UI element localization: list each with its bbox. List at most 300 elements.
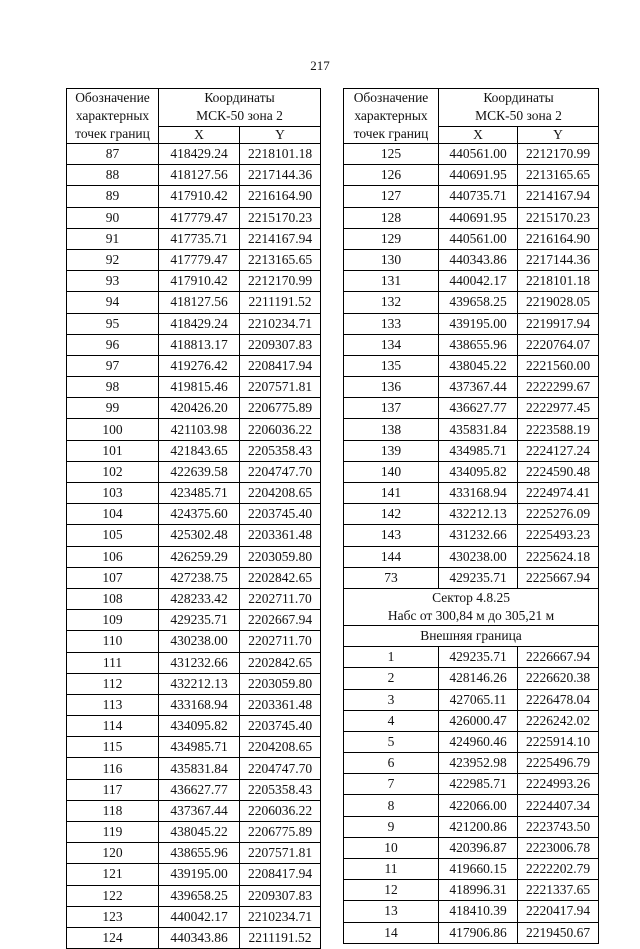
header-y: Y (240, 126, 321, 143)
y-coordinate-cell: 2222977.45 (518, 398, 599, 419)
x-coordinate-cell: 429235.71 (439, 647, 518, 668)
y-coordinate-cell: 2204208.65 (240, 483, 321, 504)
y-coordinate-cell: 2212170.99 (240, 271, 321, 292)
y-coordinate-cell: 2209307.83 (240, 885, 321, 906)
y-coordinate-cell: 2226478.04 (518, 689, 599, 710)
left-table-body (67, 144, 321, 949)
y-coordinate-cell: 2226620.38 (518, 668, 599, 689)
y-coordinate-cell: 2202711.70 (240, 588, 321, 609)
table-row (344, 334, 599, 355)
point-id-cell: 129 (344, 228, 439, 249)
point-id-cell: 12 (344, 880, 439, 901)
table-row (67, 355, 321, 376)
x-coordinate-cell: 418429.24 (159, 313, 240, 334)
x-coordinate-cell: 417910.42 (159, 271, 240, 292)
table-row (67, 779, 321, 800)
y-coordinate-cell: 2202667.94 (240, 610, 321, 631)
point-id-cell: 101 (67, 440, 159, 461)
table-row (67, 546, 321, 567)
y-coordinate-cell: 2214167.94 (240, 228, 321, 249)
table-row (344, 228, 599, 249)
header-coordinates-line-1-right: Координаты (483, 90, 554, 106)
table-row (344, 837, 599, 858)
table-row (67, 694, 321, 715)
point-id-cell: 135 (344, 355, 439, 376)
table-row (67, 271, 321, 292)
x-coordinate-cell: 427065.11 (439, 689, 518, 710)
table-row (344, 249, 599, 270)
point-id-cell: 3 (344, 689, 439, 710)
table-row (344, 504, 599, 525)
y-coordinate-cell: 2203361.48 (240, 525, 321, 546)
y-coordinate-cell: 2224974.41 (518, 483, 599, 504)
y-coordinate-cell: 2204747.70 (240, 461, 321, 482)
y-coordinate-cell: 2219450.67 (518, 922, 599, 943)
x-coordinate-cell: 440343.86 (439, 249, 518, 270)
right-table-body-top (344, 144, 599, 589)
x-coordinate-cell: 435831.84 (159, 758, 240, 779)
point-id-cell: 117 (67, 779, 159, 800)
y-coordinate-cell: 2203059.80 (240, 673, 321, 694)
table-row (344, 816, 599, 837)
y-coordinate-cell: 2225493.23 (518, 525, 599, 546)
point-id-cell: 14 (344, 922, 439, 943)
x-coordinate-cell: 439195.00 (159, 864, 240, 885)
y-coordinate-cell: 2205358.43 (240, 779, 321, 800)
point-id-cell: 89 (67, 186, 159, 207)
table-row (67, 292, 321, 313)
y-coordinate-cell: 2226667.94 (518, 647, 599, 668)
y-coordinate-cell: 2221560.00 (518, 355, 599, 376)
y-coordinate-cell: 2208417.94 (240, 355, 321, 376)
table-row (67, 758, 321, 779)
y-coordinate-cell: 2224407.34 (518, 795, 599, 816)
x-coordinate-cell: 432212.13 (159, 673, 240, 694)
point-id-cell: 8 (344, 795, 439, 816)
x-coordinate-cell: 440691.95 (439, 165, 518, 186)
table-row (344, 901, 599, 922)
x-coordinate-cell: 420396.87 (439, 837, 518, 858)
y-coordinate-cell: 2203059.80 (240, 546, 321, 567)
x-coordinate-cell: 418127.56 (159, 292, 240, 313)
table-row (344, 567, 599, 588)
x-coordinate-cell: 436627.77 (159, 779, 240, 800)
point-id-cell: 98 (67, 377, 159, 398)
point-id-cell: 103 (67, 483, 159, 504)
table-row (344, 668, 599, 689)
table-row (67, 737, 321, 758)
table-row (344, 731, 599, 752)
table-row (67, 440, 321, 461)
point-id-cell: 113 (67, 694, 159, 715)
x-coordinate-cell: 419276.42 (159, 355, 240, 376)
y-coordinate-cell: 2226242.02 (518, 710, 599, 731)
table-row (344, 398, 599, 419)
table-row (344, 144, 599, 165)
x-coordinate-cell: 422066.00 (439, 795, 518, 816)
x-coordinate-cell: 434985.71 (439, 440, 518, 461)
y-coordinate-cell: 2202842.65 (240, 567, 321, 588)
table-row (67, 822, 321, 843)
x-coordinate-cell: 418429.24 (159, 144, 240, 165)
y-coordinate-cell: 2224993.26 (518, 774, 599, 795)
header-coordinates (159, 89, 321, 127)
x-coordinate-cell: 424960.46 (439, 731, 518, 752)
x-coordinate-cell: 437367.44 (159, 800, 240, 821)
y-coordinate-cell: 2210234.71 (240, 906, 321, 927)
point-id-cell: 125 (344, 144, 439, 165)
point-id-cell: 92 (67, 249, 159, 270)
point-id-cell: 136 (344, 377, 439, 398)
table-row (67, 800, 321, 821)
table-row (67, 864, 321, 885)
x-coordinate-cell: 433168.94 (159, 694, 240, 715)
table-row (344, 525, 599, 546)
y-coordinate-cell: 2222202.79 (518, 859, 599, 880)
coordinates-table-left (66, 88, 321, 949)
y-coordinate-cell: 2209307.83 (240, 334, 321, 355)
x-coordinate-cell: 429235.71 (439, 567, 518, 588)
y-coordinate-cell: 2225914.10 (518, 731, 599, 752)
point-id-cell: 106 (67, 546, 159, 567)
y-coordinate-cell: 2204208.65 (240, 737, 321, 758)
header-point-label-right (344, 89, 439, 144)
table-row (67, 504, 321, 525)
x-coordinate-cell: 437367.44 (439, 377, 518, 398)
header-point-line-2: характерных (75, 108, 150, 123)
point-id-cell: 7 (344, 774, 439, 795)
y-coordinate-cell: 2225496.79 (518, 753, 599, 774)
x-coordinate-cell: 438045.22 (439, 355, 518, 376)
point-id-cell: 122 (67, 885, 159, 906)
point-id-cell: 124 (67, 927, 159, 948)
point-id-cell: 143 (344, 525, 439, 546)
y-coordinate-cell: 2224127.24 (518, 440, 599, 461)
table-row (67, 588, 321, 609)
y-coordinate-cell: 2211191.52 (240, 292, 321, 313)
table-row (344, 710, 599, 731)
x-coordinate-cell: 429235.71 (159, 610, 240, 631)
point-id-cell: 134 (344, 334, 439, 355)
table-row (67, 165, 321, 186)
sector-header-row (344, 588, 599, 625)
table-row (67, 843, 321, 864)
x-coordinate-cell: 421843.65 (159, 440, 240, 461)
header-x-right: X (439, 126, 518, 143)
x-coordinate-cell: 418127.56 (159, 165, 240, 186)
table-row (344, 922, 599, 943)
x-coordinate-cell: 426259.29 (159, 546, 240, 567)
x-coordinate-cell: 435831.84 (439, 419, 518, 440)
table-row (344, 313, 599, 334)
y-coordinate-cell: 2219028.05 (518, 292, 599, 313)
x-coordinate-cell: 440343.86 (159, 927, 240, 948)
point-id-cell: 87 (67, 144, 159, 165)
point-id-cell: 142 (344, 504, 439, 525)
point-id-cell: 1 (344, 647, 439, 668)
point-id-cell: 120 (67, 843, 159, 864)
point-id-cell: 127 (344, 186, 439, 207)
x-coordinate-cell: 422639.58 (159, 461, 240, 482)
x-coordinate-cell: 419815.46 (159, 377, 240, 398)
x-coordinate-cell: 417910.42 (159, 186, 240, 207)
table-row (67, 906, 321, 927)
x-coordinate-cell: 431232.66 (159, 652, 240, 673)
x-coordinate-cell: 417735.71 (159, 228, 240, 249)
table-row (67, 313, 321, 334)
x-coordinate-cell: 422985.71 (439, 774, 518, 795)
table-row (67, 716, 321, 737)
y-coordinate-cell: 2222299.67 (518, 377, 599, 398)
y-coordinate-cell: 2203745.40 (240, 504, 321, 525)
y-coordinate-cell: 2206775.89 (240, 822, 321, 843)
x-coordinate-cell: 440042.17 (439, 271, 518, 292)
header-point-line-3-right: точек границ (353, 126, 429, 141)
y-coordinate-cell: 2218101.18 (518, 271, 599, 292)
header-coordinates-line-2-right: МСК-50 зона 2 (475, 108, 562, 124)
boundary-label: Внешняя граница (344, 625, 599, 646)
point-id-cell: 100 (67, 419, 159, 440)
header-y-right: Y (518, 126, 599, 143)
point-id-cell: 115 (67, 737, 159, 758)
x-coordinate-cell: 433168.94 (439, 483, 518, 504)
y-coordinate-cell: 2216164.90 (240, 186, 321, 207)
point-id-cell: 141 (344, 483, 439, 504)
x-coordinate-cell: 421200.86 (439, 816, 518, 837)
point-id-cell: 5 (344, 731, 439, 752)
x-coordinate-cell: 440042.17 (159, 906, 240, 927)
table-row (344, 795, 599, 816)
table-row (67, 927, 321, 948)
table-row (67, 249, 321, 270)
point-id-cell: 88 (67, 165, 159, 186)
header-point-label (67, 89, 159, 144)
point-id-cell: 13 (344, 901, 439, 922)
table-row (344, 546, 599, 567)
point-id-cell: 99 (67, 398, 159, 419)
sector-title: Сектор 4.8.25 (432, 589, 510, 605)
y-coordinate-cell: 2208417.94 (240, 864, 321, 885)
x-coordinate-cell: 439195.00 (439, 313, 518, 334)
table-row (67, 610, 321, 631)
x-coordinate-cell: 418996.31 (439, 880, 518, 901)
y-coordinate-cell: 2217144.36 (240, 165, 321, 186)
sector-block (344, 588, 599, 646)
x-coordinate-cell: 439658.25 (159, 885, 240, 906)
header-point-line-1-right: Обозначение (353, 90, 429, 105)
point-id-cell: 102 (67, 461, 159, 482)
table-row (344, 774, 599, 795)
y-coordinate-cell: 2205358.43 (240, 440, 321, 461)
point-id-cell: 2 (344, 668, 439, 689)
table-row (344, 165, 599, 186)
point-id-cell: 93 (67, 271, 159, 292)
x-coordinate-cell: 426000.47 (439, 710, 518, 731)
x-coordinate-cell: 440561.00 (439, 228, 518, 249)
point-id-cell: 11 (344, 859, 439, 880)
point-id-cell: 132 (344, 292, 439, 313)
point-id-cell: 140 (344, 461, 439, 482)
point-id-cell: 121 (67, 864, 159, 885)
table-row (67, 419, 321, 440)
table-row (67, 228, 321, 249)
x-coordinate-cell: 438655.96 (439, 334, 518, 355)
point-id-cell: 108 (67, 588, 159, 609)
sector-height-range: Набс от 300,84 м до 305,21 м (387, 607, 555, 623)
table-row (67, 207, 321, 228)
table-row (67, 885, 321, 906)
page-number: 217 (310, 58, 330, 73)
y-coordinate-cell: 2207571.81 (240, 377, 321, 398)
y-coordinate-cell: 2219917.94 (518, 313, 599, 334)
y-coordinate-cell: 2225624.18 (518, 546, 599, 567)
point-id-cell: 128 (344, 207, 439, 228)
y-coordinate-cell: 2206036.22 (240, 800, 321, 821)
x-coordinate-cell: 430238.00 (439, 546, 518, 567)
x-coordinate-cell: 440735.71 (439, 186, 518, 207)
y-coordinate-cell: 2202711.70 (240, 631, 321, 652)
table-row (67, 186, 321, 207)
x-coordinate-cell: 428146.26 (439, 668, 518, 689)
table-row (67, 377, 321, 398)
point-id-cell: 137 (344, 398, 439, 419)
y-coordinate-cell: 2220417.94 (518, 901, 599, 922)
header-point-line-2-right: характерных (354, 108, 428, 123)
y-coordinate-cell: 2225667.94 (518, 567, 599, 588)
point-id-cell: 96 (67, 334, 159, 355)
point-id-cell: 9 (344, 816, 439, 837)
y-coordinate-cell: 2223588.19 (518, 419, 599, 440)
table-row (344, 440, 599, 461)
point-id-cell: 104 (67, 504, 159, 525)
x-coordinate-cell: 430238.00 (159, 631, 240, 652)
table-row (344, 377, 599, 398)
table-row (67, 631, 321, 652)
table-row (67, 483, 321, 504)
y-coordinate-cell: 2215170.23 (240, 207, 321, 228)
x-coordinate-cell: 424375.60 (159, 504, 240, 525)
y-coordinate-cell: 2212170.99 (518, 144, 599, 165)
table-row (67, 673, 321, 694)
x-coordinate-cell: 419660.15 (439, 859, 518, 880)
x-coordinate-cell: 431232.66 (439, 525, 518, 546)
x-coordinate-cell: 417779.47 (159, 249, 240, 270)
y-coordinate-cell: 2224590.48 (518, 461, 599, 482)
boundary-row (344, 625, 599, 646)
x-coordinate-cell: 440691.95 (439, 207, 518, 228)
x-coordinate-cell: 434095.82 (439, 461, 518, 482)
x-coordinate-cell: 417906.86 (439, 922, 518, 943)
y-coordinate-cell: 2217144.36 (518, 249, 599, 270)
point-id-cell: 130 (344, 249, 439, 270)
point-id-cell: 118 (67, 800, 159, 821)
x-coordinate-cell: 439658.25 (439, 292, 518, 313)
x-coordinate-cell: 417779.47 (159, 207, 240, 228)
point-id-cell: 110 (67, 631, 159, 652)
table-row (344, 461, 599, 482)
table-row (344, 207, 599, 228)
y-coordinate-cell: 2214167.94 (518, 186, 599, 207)
point-id-cell: 112 (67, 673, 159, 694)
table-row (344, 859, 599, 880)
table-row (344, 419, 599, 440)
x-coordinate-cell: 418813.17 (159, 334, 240, 355)
point-id-cell: 126 (344, 165, 439, 186)
point-id-cell: 116 (67, 758, 159, 779)
point-id-cell: 138 (344, 419, 439, 440)
point-id-cell: 73 (344, 567, 439, 588)
point-id-cell: 95 (67, 313, 159, 334)
x-coordinate-cell: 428233.42 (159, 588, 240, 609)
table-row (344, 271, 599, 292)
table-row (67, 652, 321, 673)
table-row (344, 689, 599, 710)
header-coordinates-line-2: МСК-50 зона 2 (196, 108, 283, 124)
y-coordinate-cell: 2202842.65 (240, 652, 321, 673)
point-id-cell: 91 (67, 228, 159, 249)
point-id-cell: 114 (67, 716, 159, 737)
point-id-cell: 10 (344, 837, 439, 858)
x-coordinate-cell: 438045.22 (159, 822, 240, 843)
y-coordinate-cell: 2220764.07 (518, 334, 599, 355)
y-coordinate-cell: 2204747.70 (240, 758, 321, 779)
x-coordinate-cell: 421103.98 (159, 419, 240, 440)
table-row (67, 398, 321, 419)
point-id-cell: 94 (67, 292, 159, 313)
table-row (67, 461, 321, 482)
point-id-cell: 4 (344, 710, 439, 731)
table-row (344, 753, 599, 774)
point-id-cell: 133 (344, 313, 439, 334)
header-coordinates-line-1: Координаты (204, 90, 275, 106)
table-row (67, 144, 321, 165)
table-row (344, 483, 599, 504)
x-coordinate-cell: 432212.13 (439, 504, 518, 525)
x-coordinate-cell: 420426.20 (159, 398, 240, 419)
x-coordinate-cell: 438655.96 (159, 843, 240, 864)
point-id-cell: 109 (67, 610, 159, 631)
x-coordinate-cell: 423485.71 (159, 483, 240, 504)
table-row (67, 525, 321, 546)
y-coordinate-cell: 2213165.65 (240, 249, 321, 270)
y-coordinate-cell: 2206036.22 (240, 419, 321, 440)
point-id-cell: 144 (344, 546, 439, 567)
header-x: X (159, 126, 240, 143)
x-coordinate-cell: 418410.39 (439, 901, 518, 922)
point-id-cell: 123 (67, 906, 159, 927)
y-coordinate-cell: 2203361.48 (240, 694, 321, 715)
table-row (67, 334, 321, 355)
header-coordinates-right (439, 89, 599, 127)
point-id-cell: 97 (67, 355, 159, 376)
table-row (344, 355, 599, 376)
table-row (344, 880, 599, 901)
header-point-line-1: Обозначение (75, 90, 150, 105)
sector-header-cell (344, 588, 599, 625)
y-coordinate-cell: 2213165.65 (518, 165, 599, 186)
y-coordinate-cell: 2203745.40 (240, 716, 321, 737)
point-id-cell: 107 (67, 567, 159, 588)
point-id-cell: 139 (344, 440, 439, 461)
y-coordinate-cell: 2223743.50 (518, 816, 599, 837)
y-coordinate-cell: 2206775.89 (240, 398, 321, 419)
point-id-cell: 111 (67, 652, 159, 673)
x-coordinate-cell: 434095.82 (159, 716, 240, 737)
y-coordinate-cell: 2210234.71 (240, 313, 321, 334)
x-coordinate-cell: 423952.98 (439, 753, 518, 774)
right-table-body-bottom (344, 647, 599, 944)
x-coordinate-cell: 436627.77 (439, 398, 518, 419)
